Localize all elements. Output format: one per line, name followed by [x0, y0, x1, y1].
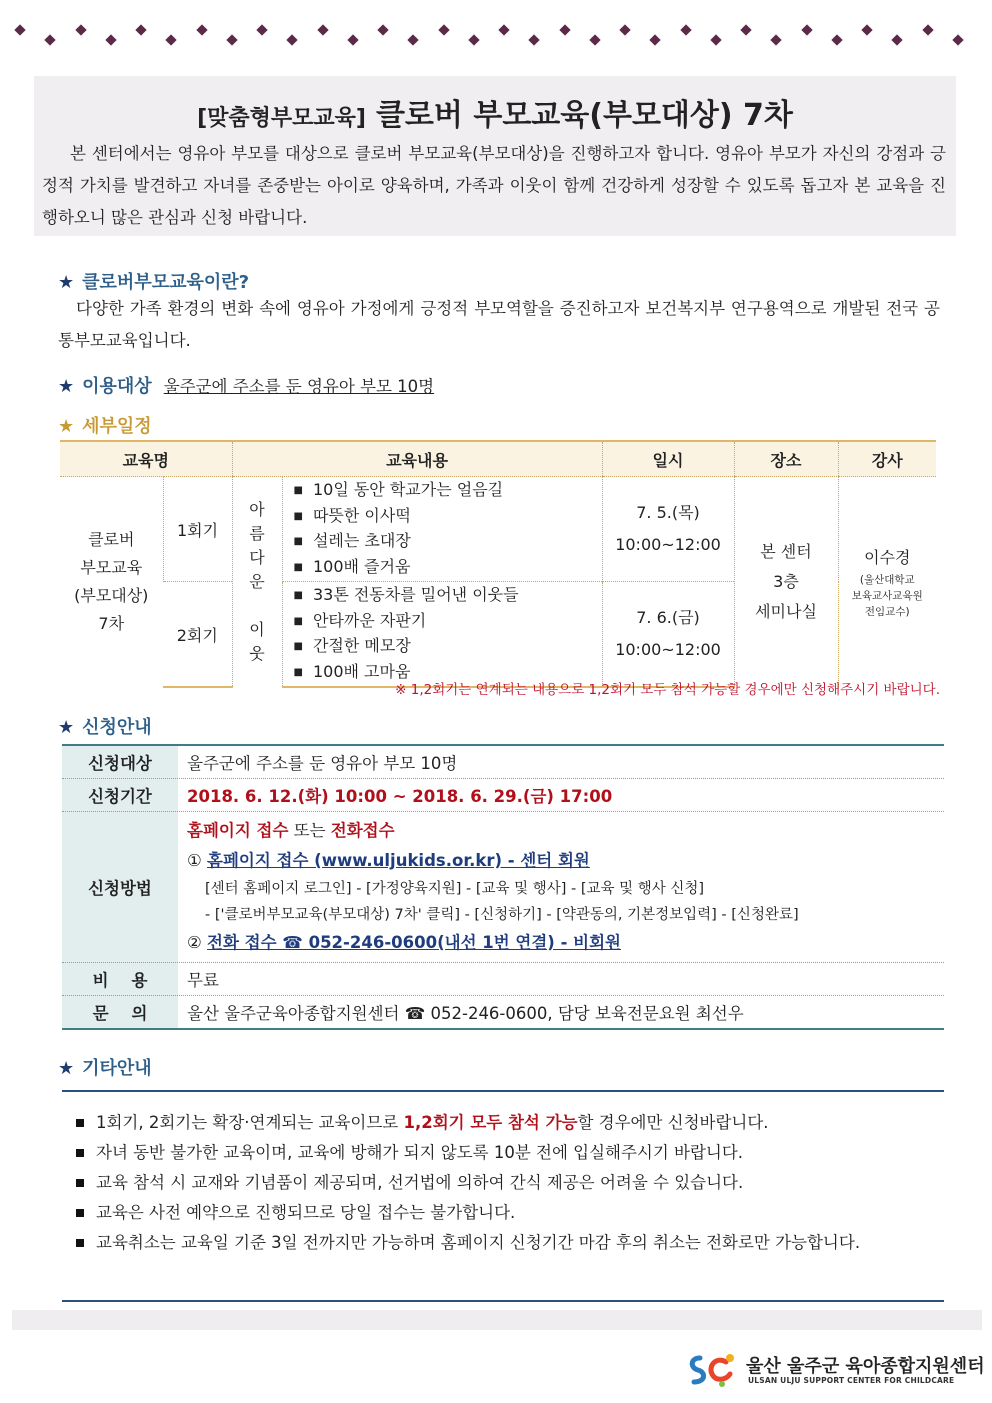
instructor-note: 보육교사교육원: [851, 589, 923, 602]
list-item: ■ 10일 동안 학교가는 얼음길: [294, 478, 601, 504]
other-heading-label: 기타안내: [82, 1058, 152, 1079]
instructor-name: 이수경: [864, 547, 911, 567]
session-content-cell: [282, 477, 602, 582]
theme-char: 운: [249, 572, 265, 591]
diamond-dot: [861, 24, 872, 35]
diamond-dot: [166, 34, 177, 45]
session-time: 10:00~12:00: [615, 640, 721, 659]
program-name-line: 클로버: [88, 530, 135, 549]
diamond-dot: [135, 24, 146, 35]
schedule-note: ※ 1,2회기는 연계되는 내용으로 1,2회기 모두 참석 가능할 경우에만 신청해주시기 바랍니다.: [395, 682, 940, 698]
apply-fee-value: 무료: [179, 963, 945, 996]
instructor-note: (울산대학교: [859, 573, 915, 586]
session-datetime-cell: [602, 582, 734, 688]
diamond-dot: [529, 34, 540, 45]
diamond-dot: [75, 24, 86, 35]
other-item-1b: 1,2회기 모두 참석 가능: [403, 1113, 578, 1132]
intro-text: [42, 138, 946, 234]
page-title: [34, 90, 956, 134]
target-heading-label: 이용대상: [82, 376, 152, 397]
session-label: 2회기: [163, 582, 232, 688]
section-about-heading: [58, 268, 249, 294]
header-place: 장소: [734, 441, 838, 477]
decorative-dots: [12, 26, 980, 38]
header-content: 교육내용: [232, 441, 602, 477]
table-row: [62, 812, 944, 963]
place-line: 본 센터: [760, 542, 812, 561]
phone-link[interactable]: 전화 접수 ☎ 052-246-0600(내선 1번 연결) - 비회원: [207, 933, 621, 952]
schedule-header-row: [60, 441, 936, 477]
diamond-dot: [105, 34, 116, 45]
about-text: [58, 293, 940, 357]
table-row: [62, 963, 944, 996]
apply-period-label: 신청기간: [62, 779, 179, 812]
target-value: 울주군에 주소를 둔 영유아 부모 10명: [163, 377, 435, 396]
diamond-dot: [710, 34, 721, 45]
theme-char: 름: [249, 524, 265, 543]
diamond-dot: [45, 34, 56, 45]
logo-text-ko: 울산 울주군 육아종합지원센터: [746, 1356, 985, 1377]
intro-paragraph: 본 센터에서는 영유아 부모를 대상으로 클로버 부모교육(부모대상)을 진행하고자 합니다. 영유아 부모가 자신의 강점과 긍정적 가치를 발견하고 자녀를 존중받는 아이로 양육하며, 가족과 이웃이 함께 건강하게 성장할 수 있도록 돕고자 본 교육을 진행하오니 많은 관심과 신청 바랍니다.: [42, 144, 946, 227]
diamond-dot: [347, 34, 358, 45]
star-icon: ★: [58, 1058, 75, 1079]
title-prefix: [맞춤형부모교육]: [197, 106, 366, 131]
other-box: [62, 1090, 944, 1302]
session-date: 7. 6.(금): [636, 608, 700, 627]
homepage-link[interactable]: 홈페이지 접수 (www.uljukids.or.kr) - 센터 회원: [207, 851, 590, 870]
theme-char: 다: [249, 548, 265, 567]
diamond-dot: [196, 24, 207, 35]
about-paragraph: 다양한 가족 환경의 변화 속에 영유아 가정에게 긍정적 부모역할을 증진하고자 보건복지부 연구용역으로 개발된 전국 공통부모교육입니다.: [58, 299, 940, 350]
diamond-dot: [740, 24, 751, 35]
list-item: 자녀 동반 불가한 교육이며, 교육에 방해가 되지 않도록 10분 전에 입실해주시기 바랍니다.: [74, 1138, 944, 1168]
instructor-cell: [838, 477, 936, 688]
diamond-dot: [831, 34, 842, 45]
list-item: [74, 1108, 944, 1138]
program-name-cell: [60, 477, 163, 688]
section-schedule-heading: [58, 412, 152, 438]
theme-char: 웃: [249, 644, 265, 663]
header-datetime: 일시: [602, 441, 734, 477]
about-heading-label: 클로버부모교육이란?: [82, 272, 250, 293]
method-1-number: ①: [187, 851, 202, 870]
apply-fee-label: 비 용: [62, 963, 179, 996]
method-intro-phone: 전화접수: [330, 821, 395, 840]
apply-table: [62, 744, 944, 1030]
diamond-dot: [922, 24, 933, 35]
star-icon: ★: [58, 376, 75, 397]
theme-vertical: [232, 477, 282, 688]
diamond-dot: [650, 34, 661, 45]
apply-method-value: [179, 812, 945, 963]
apply-method-label: 신청방법: [62, 812, 179, 963]
session-items: [284, 478, 601, 580]
diamond-dot: [771, 34, 782, 45]
instructor-note: 전임교수): [864, 605, 910, 618]
session-items: [284, 583, 601, 685]
place-line: 3층: [773, 572, 799, 591]
list-item: ■ 설레는 초대장: [294, 529, 601, 555]
place-line: 세미나실: [755, 602, 817, 621]
diamond-dot: [892, 34, 903, 45]
method-1-steps-2: - ['클로버부모교육(부모대상) 7차' 클릭] - [신청하기] - [약관동의, 기본정보입력] - [신청완료]: [205, 907, 799, 923]
section-other-heading: [58, 1054, 152, 1080]
list-item: 교육은 사전 예약으로 진행되므로 당일 접수는 불가합니다.: [74, 1198, 944, 1228]
table-row: [62, 745, 944, 779]
diamond-dot: [14, 24, 25, 35]
apply-contact-label: 문 의: [62, 996, 179, 1030]
table-row: [62, 996, 944, 1030]
program-name-line: 부모교육: [80, 558, 143, 577]
header-box: [34, 76, 956, 236]
center-logo: [686, 1350, 985, 1390]
diamond-dot: [468, 34, 479, 45]
diamond-dot: [589, 34, 600, 45]
program-name-line: 7차: [98, 614, 125, 633]
session-datetime-cell: [602, 477, 734, 582]
diamond-dot: [559, 24, 570, 35]
list-item: ■ 간절한 메모장: [294, 634, 601, 660]
table-row: [62, 779, 944, 812]
list-item: ■ 따뜻한 이사떡: [294, 504, 601, 530]
method-1-steps-1: [센터 홈페이지 로그인] - [가정양육지원] - [교육 및 행사] - [교육 및 행사 신청]: [205, 881, 705, 897]
star-icon: ★: [58, 717, 75, 738]
diamond-dot: [498, 24, 509, 35]
session-time: 10:00~12:00: [615, 535, 721, 554]
diamond-dot: [952, 34, 963, 45]
star-icon: ★: [58, 272, 75, 293]
method-intro-homepage: 홈페이지 접수: [187, 821, 289, 840]
apply-target-value: 울주군에 주소를 둔 영유아 부모 10명: [179, 745, 945, 779]
other-item-1a: 1회기, 2회기는 확장·연계되는 교육이므로: [96, 1113, 399, 1132]
header-program: 교육명: [60, 441, 232, 477]
diamond-dot: [317, 24, 328, 35]
session-content-cell: [282, 582, 602, 688]
section-target-heading: [58, 372, 434, 398]
title-main: 클로버 부모교육(부모대상) 7차: [375, 98, 793, 133]
diamond-dot: [287, 34, 298, 45]
diamond-dot: [438, 24, 449, 35]
method-2-number: ②: [187, 933, 202, 952]
program-name-line: (부모대상): [74, 586, 149, 605]
place-cell: [734, 477, 838, 688]
list-item: 교육 참석 시 교재와 기념품이 제공되며, 선거법에 의하여 간식 제공은 어려울 수 있습니다.: [74, 1168, 944, 1198]
schedule-table: [60, 440, 936, 688]
list-item: ■ 안타까운 자판기: [294, 609, 601, 635]
diamond-dot: [408, 34, 419, 45]
diamond-dot: [680, 24, 691, 35]
other-item-1c: 할 경우에만 신청바랍니다.: [577, 1113, 769, 1132]
theme-char: 아: [249, 500, 265, 519]
method-intro-or: 또는: [293, 821, 326, 840]
bottom-band: [12, 1310, 982, 1330]
table-row: [60, 477, 936, 582]
diamond-dot: [377, 24, 388, 35]
theme-char: 이: [249, 620, 265, 639]
apply-target-label: 신청대상: [62, 745, 179, 779]
method-2: [187, 928, 936, 958]
logo-text-en: ULSAN ULJU SUPPORT CENTER FOR CHILDCARE: [748, 1376, 955, 1385]
diamond-dot: [256, 24, 267, 35]
schedule-heading-label: 세부일정: [82, 416, 152, 437]
logo-mark-icon: [686, 1350, 738, 1390]
session-label: 1회기: [163, 477, 232, 582]
other-list: [62, 1108, 944, 1258]
list-item: 교육취소는 교육일 기준 3일 전까지만 가능하며 홈페이지 신청기간 마감 후의 취소는 전화로만 가능합니다.: [74, 1228, 944, 1258]
star-icon: ★: [58, 416, 75, 437]
diamond-dot: [226, 34, 237, 45]
list-item: ■ 33톤 전동차를 밀어낸 이웃들: [294, 583, 601, 609]
apply-contact-value: 울산 울주군육아종합지원센터 ☎ 052-246-0600, 담당 보육전문요원 최선우: [179, 996, 945, 1030]
section-apply-heading: [58, 713, 152, 739]
session-date: 7. 5.(목): [636, 503, 700, 522]
theme-spacer: [234, 594, 281, 618]
apply-heading-label: 신청안내: [82, 717, 152, 738]
header-instructor: 강사: [838, 441, 936, 477]
method-intro: [187, 816, 936, 846]
diamond-dot: [801, 24, 812, 35]
method-1: [187, 846, 936, 876]
list-item: ■ 100배 즐거움: [294, 555, 601, 581]
list-item: ■ 100배 고마움: [294, 660, 601, 686]
diamond-dot: [619, 24, 630, 35]
apply-period-value: 2018. 6. 12.(화) 10:00 ~ 2018. 6. 29.(금) 17:00: [179, 779, 945, 812]
